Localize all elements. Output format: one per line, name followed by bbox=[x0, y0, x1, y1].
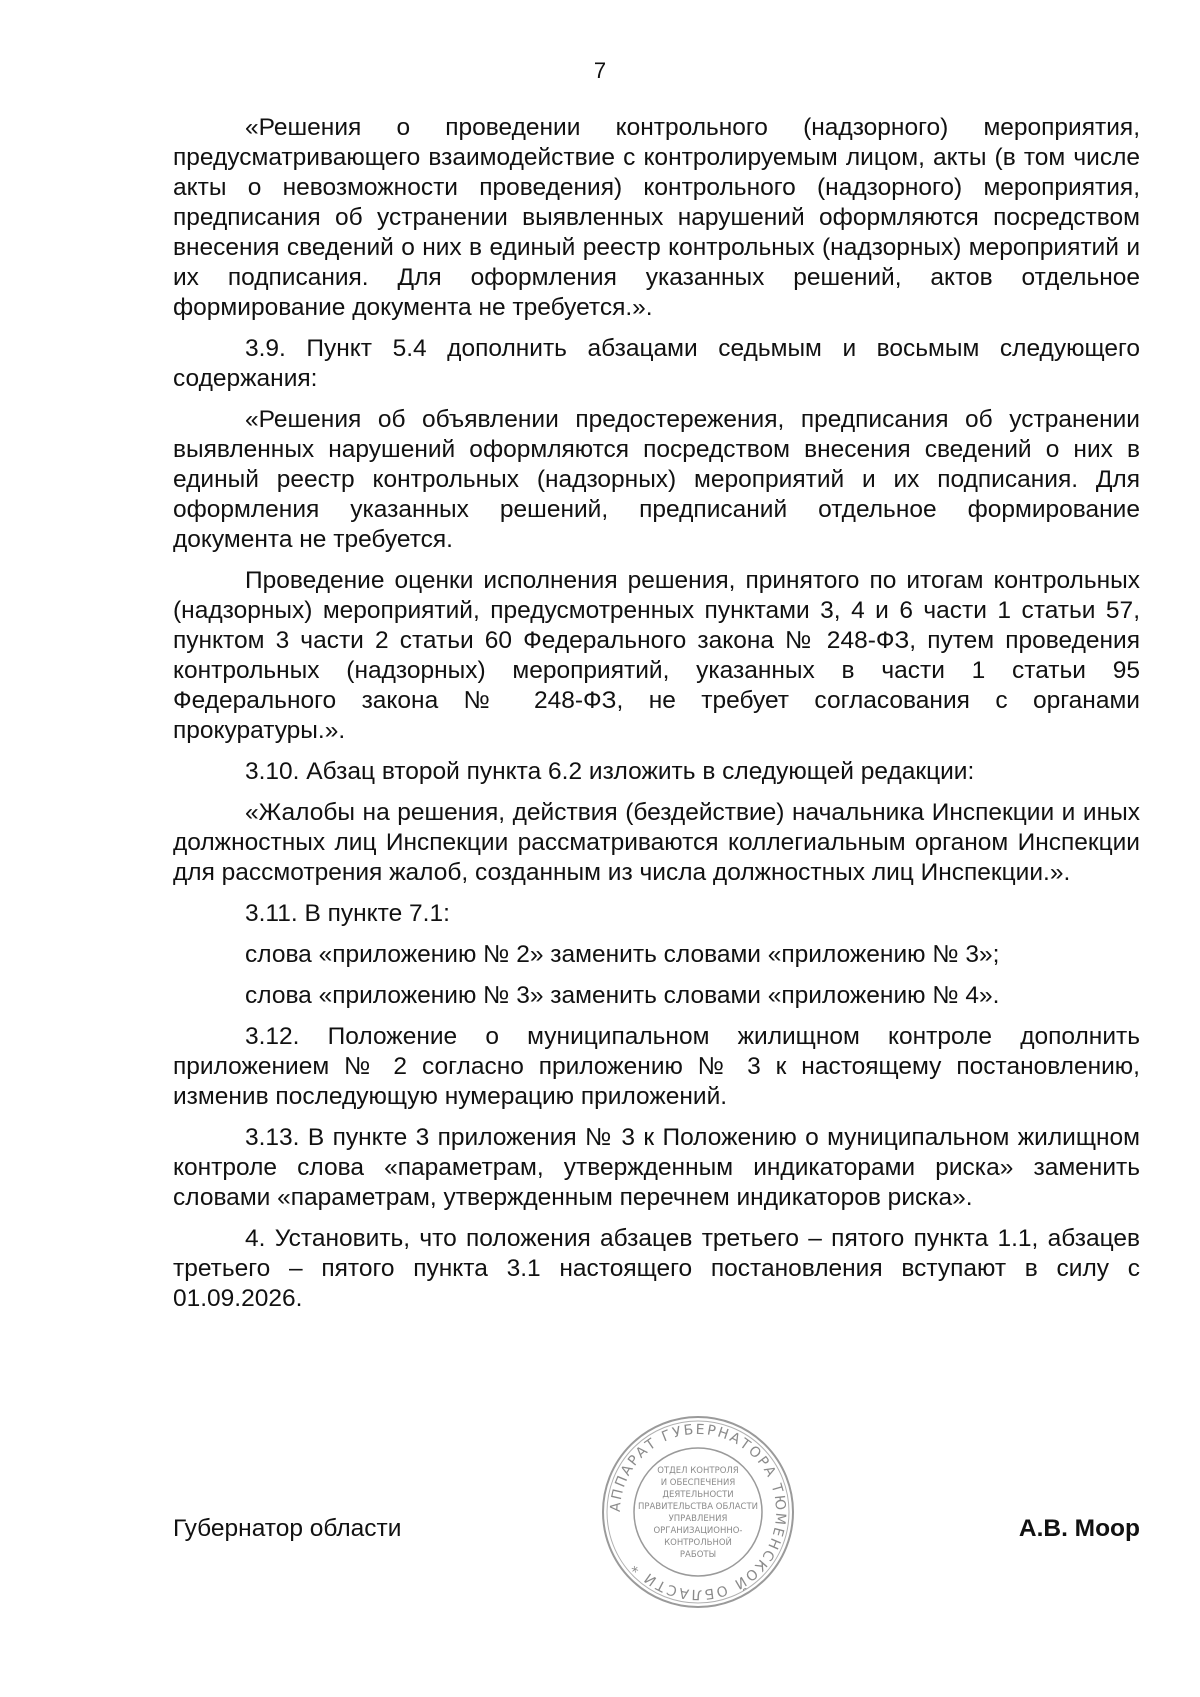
paragraph-4: 4. Установить, что положения абзацев третьего – пятого пункта 1.1, абзацев третьего – пятого пункта 3.1 настоящего постановления вступают в силу с 01.09.2026. bbox=[173, 1225, 1140, 1312]
paragraph-3-13: 3.13. В пункте 3 приложения № 3 к Положению о муниципальном жилищном контроле слова «параметрам, утвержденным индикаторами риска» заменить словами «параметрам, утвержденным перечнем индикаторов риска». bbox=[173, 1124, 1140, 1211]
seal-inner-line: И ОБЕСПЕЧЕНИЯ bbox=[660, 1478, 736, 1488]
signature-block bbox=[173, 1511, 1140, 1547]
paragraph-3-11: 3.11. В пункте 7.1: bbox=[245, 900, 450, 927]
document-body bbox=[173, 113, 1140, 1325]
signatory-title: Губернатор области bbox=[173, 1515, 402, 1542]
paragraph-complaints-quote: «Жалобы на решения, действия (бездействие) начальника Инспекции и иных должностных лиц Инспекции рассматриваются коллегиальным органом Инспекции для рассмотрения жалоб, созданным из числа должностных лиц Инспекции.». bbox=[173, 799, 1140, 886]
seal-inner-line: УПРАВЛЕНИЯ bbox=[668, 1514, 728, 1524]
seal-inner-line: ОТДЕЛ КОНТРОЛЯ bbox=[657, 1466, 739, 1476]
paragraph-warnings-quote: «Решения об объявлении предостережения, предписания об устранении выявленных нарушений оформляются посредством внесения сведений о них в единый реестр контрольных (надзорных) мероприятий и их подписания. Для оформления указанных решений, предписаний отдельное формирование документа не требуется. bbox=[173, 406, 1140, 553]
seal-inner-line: ДЕЯТЕЛЬНОСТИ bbox=[662, 1490, 734, 1500]
paragraph-replace-appendix-2: слова «приложению № 2» заменить словами «приложению № 3»; bbox=[245, 941, 1000, 968]
paragraph-assessment: Проведение оценки исполнения решения, принятого по итогам контрольных (надзорных) мероприятий, предусмотренных пунктами 3, 4 и 6 части 1 статьи 57, пунктом 3 части 2 статьи 60 Федерального закона № 248-ФЗ, путем проведения контрольных (надзорных) мероприятий, указанных в части 1 статьи 95 Федерального закона № 248-ФЗ, не требует согласования с органами прокуратуры.». bbox=[173, 567, 1140, 744]
paragraph-3-12: 3.12. Положение о муниципальном жилищном контроле дополнить приложением № 2 согласно приложению № 3 к настоящему постановлению, изменив последующую нумерацию приложений. bbox=[173, 1023, 1140, 1110]
paragraph-3-9: 3.9. Пункт 5.4 дополнить абзацами седьмым и восьмым следующего содержания: bbox=[173, 335, 1140, 392]
svg-text:АППАРАТ ГУБЕРНАТОРА ТЮМЕНСКОЙ: АППАРАТ ГУБЕРНАТОРА ТЮМЕНСКОЙ ОБЛАСТИ * bbox=[607, 1421, 789, 1603]
seal-inner-line: РАБОТЫ bbox=[679, 1550, 717, 1560]
signatory-name: А.В. Моор bbox=[1018, 1515, 1140, 1542]
page-number: 7 bbox=[593, 58, 607, 83]
paragraph-3-10: 3.10. Абзац второй пункта 6.2 изложить в следующей редакции: bbox=[245, 758, 975, 785]
seal-inner-line: КОНТРОЛЬНОЙ bbox=[664, 1538, 732, 1548]
paragraph-replace-appendix-3: слова «приложению № 3» заменить словами «приложению № 4». bbox=[245, 982, 1000, 1009]
seal-inner-line: ПРАВИТЕЛЬСТВА ОБЛАСТИ bbox=[638, 1502, 758, 1512]
paragraph-decisions-quote: «Решения о проведении контрольного (надзорного) мероприятия, предусматривающего взаимодействие с контролируемым лицом, акты (в том числе акты о невозможности проведения) контрольного (надзорного) мероприятия, предписания об устранении выявленных нарушений оформляются посредством внесения сведений о них в единый реестр контрольных (надзорных) мероприятий и их подписания. Для оформления указанных решений, актов отдельное формирование документа не требуется.». bbox=[173, 114, 1140, 321]
seal-inner-line: ОРГАНИЗАЦИОННО- bbox=[653, 1526, 743, 1536]
